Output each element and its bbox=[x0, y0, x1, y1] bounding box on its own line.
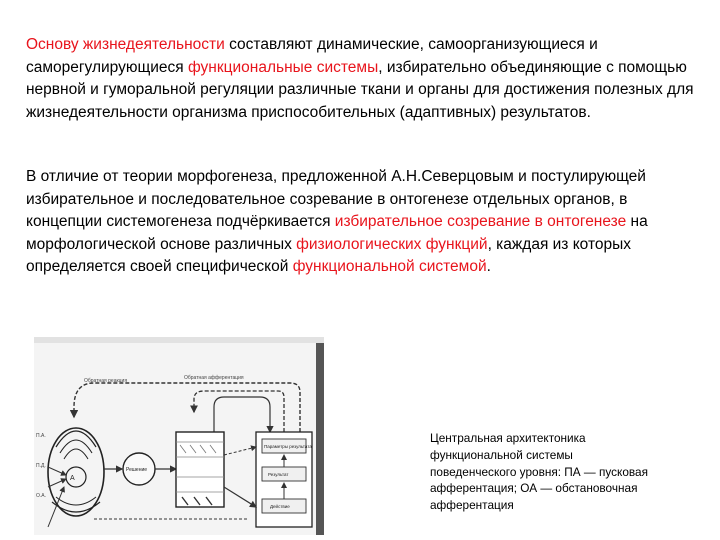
diagram-label-oa: О.А. bbox=[36, 493, 47, 499]
diagram-label: Решение bbox=[126, 467, 148, 473]
diagram-label-pd: П.Д. bbox=[36, 463, 46, 469]
body-text: , избирательно объединяющие с помощью нервной и гуморальной регуляции различные ткани и органы для достижения полезных для жизнедеятельности организма приспособительных (адаптивных) результатов. bbox=[26, 58, 694, 121]
diagram-label: Параметры результата bbox=[264, 444, 312, 449]
body-text: составляют динамические, самоорганизующиеся и саморегулирующиеся bbox=[26, 36, 598, 76]
figure-caption: Центральная архитектоника функциональной системы поведенческого уровня: ПА — пусковая афферентация; ОА — обстановочная афферентация bbox=[430, 431, 648, 513]
diagram-label: Обратная реакция bbox=[84, 378, 128, 384]
diagram-label: Результат bbox=[268, 472, 289, 477]
body-text: В отличие от теории морфогенеза, предложенной А.Н.Северцовым и постулирующей избирательное и последовательное созревание в онтогенезе отдельных органов, в концепции системогенеза подчёркивается bbox=[26, 168, 646, 230]
paragraph-functional-systems bbox=[26, 34, 696, 124]
svg-text:A: A bbox=[70, 475, 75, 482]
scan-edge bbox=[316, 337, 324, 535]
highlight-text: функциональные системы bbox=[187, 58, 379, 76]
paragraph-systemogenesis bbox=[26, 166, 696, 279]
body-text: на морфологической основе различных bbox=[26, 213, 648, 253]
body-text: , каждая из которых определяется своей специфической bbox=[26, 235, 632, 275]
highlight-text: избирательное созревание в онтогенезе bbox=[334, 213, 627, 230]
diagram-label: Действие bbox=[270, 504, 290, 509]
body-text: . bbox=[486, 258, 491, 275]
diagram-label-pa: П.А. bbox=[36, 433, 46, 439]
highlight-text: физиологических функций bbox=[296, 235, 488, 253]
highlight-text: функциональной системой bbox=[292, 258, 487, 275]
acceptor-block bbox=[176, 432, 224, 507]
diagram-label: Обратная афферентация bbox=[184, 375, 244, 381]
functional-system-diagram bbox=[34, 337, 324, 535]
highlight-text: Основу жизнедеятельности bbox=[26, 36, 225, 53]
